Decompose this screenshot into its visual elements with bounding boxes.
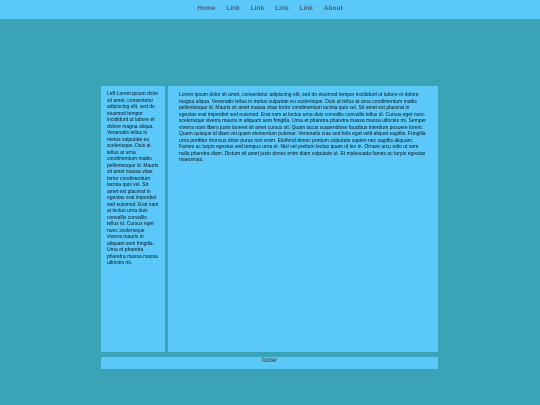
nav-link-3[interactable]: Link: [275, 5, 289, 13]
nav-link-2[interactable]: Link: [250, 5, 265, 13]
footer: [101, 357, 438, 369]
sidebar-text: Left Lorem ipsum dolor sit amet, consectetur adipiscing elit, sed do eiusmod tempor incididunt ut labore et dolore magna aliqua. Venenatis tellus in metus vulputate eu scelerisque. Duis at tellus at urna condimentum mattis pellentesque id. Mauris sit amet massa vitae tortor condimentum lacinia quis vel. Sit amet est placerat in egestas erat imperdiet sed euismod. Erat nam at lectus urna duis convallis convallis tellus id. Cursus eget nunc scelerisque viverra mauris in aliquam sem fringilla. Urna et pharetra pharetra massa massa ultricies mi.: [107, 91, 159, 266]
footer-text: footer: [261, 358, 278, 364]
main-text: Lorem ipsum dolor sit amet, consectetur adipiscing elit, sed do eiusmod tempor incididunt ut labore et dolore magna aliqua. Venenatis tellus in metus vulputate eu scelerisque. Duis at tellus at urna condimentum mattis pellentesque id. Mauris sit amet massa vitae tortor condimentum lacinia quis vel. Sit amet est placerat in egestas erat imperdiet sed euismod. Erat nam at lectus urna duis convallis convallis tellus id. Cursus eget nunc scelerisque viverra mauris in aliquam sem fringilla. Urna et pharetra pharetra massa massa ultricies mi. Semper viverra nam libero justo laoreet sit amet cursus sit. Quam lacus suspendisse faucibus interdum posuere lorem. Quam quisque id diam vel quam elementum pulvinar. Venenatis cras sed felis eget velit aliquet sagittis. Fringilla urna porttitor rhoncus dolor purus non enim. Eleifend donec pretium vulputate sapien nec sagittis aliquam. Fames ac turpis egestas sed tempus urna et. Nisl vel pretium lectus quam id leo in. Ornare arcu odio ut sem nulla pharetra diam. Dictum sit amet justo donec enim diam vulputate ut. Et malesuada fames ac turpis egestas maecenas.: [179, 92, 427, 163]
nav-link-4[interactable]: Link: [299, 5, 313, 13]
left-sidebar: [101, 86, 165, 352]
nav-link-1[interactable]: Link: [226, 5, 240, 13]
nav-link-about[interactable]: About: [323, 5, 343, 13]
top-nav: [0, 0, 540, 19]
nav-link-home[interactable]: Home: [197, 5, 216, 13]
main-content: [168, 86, 438, 352]
